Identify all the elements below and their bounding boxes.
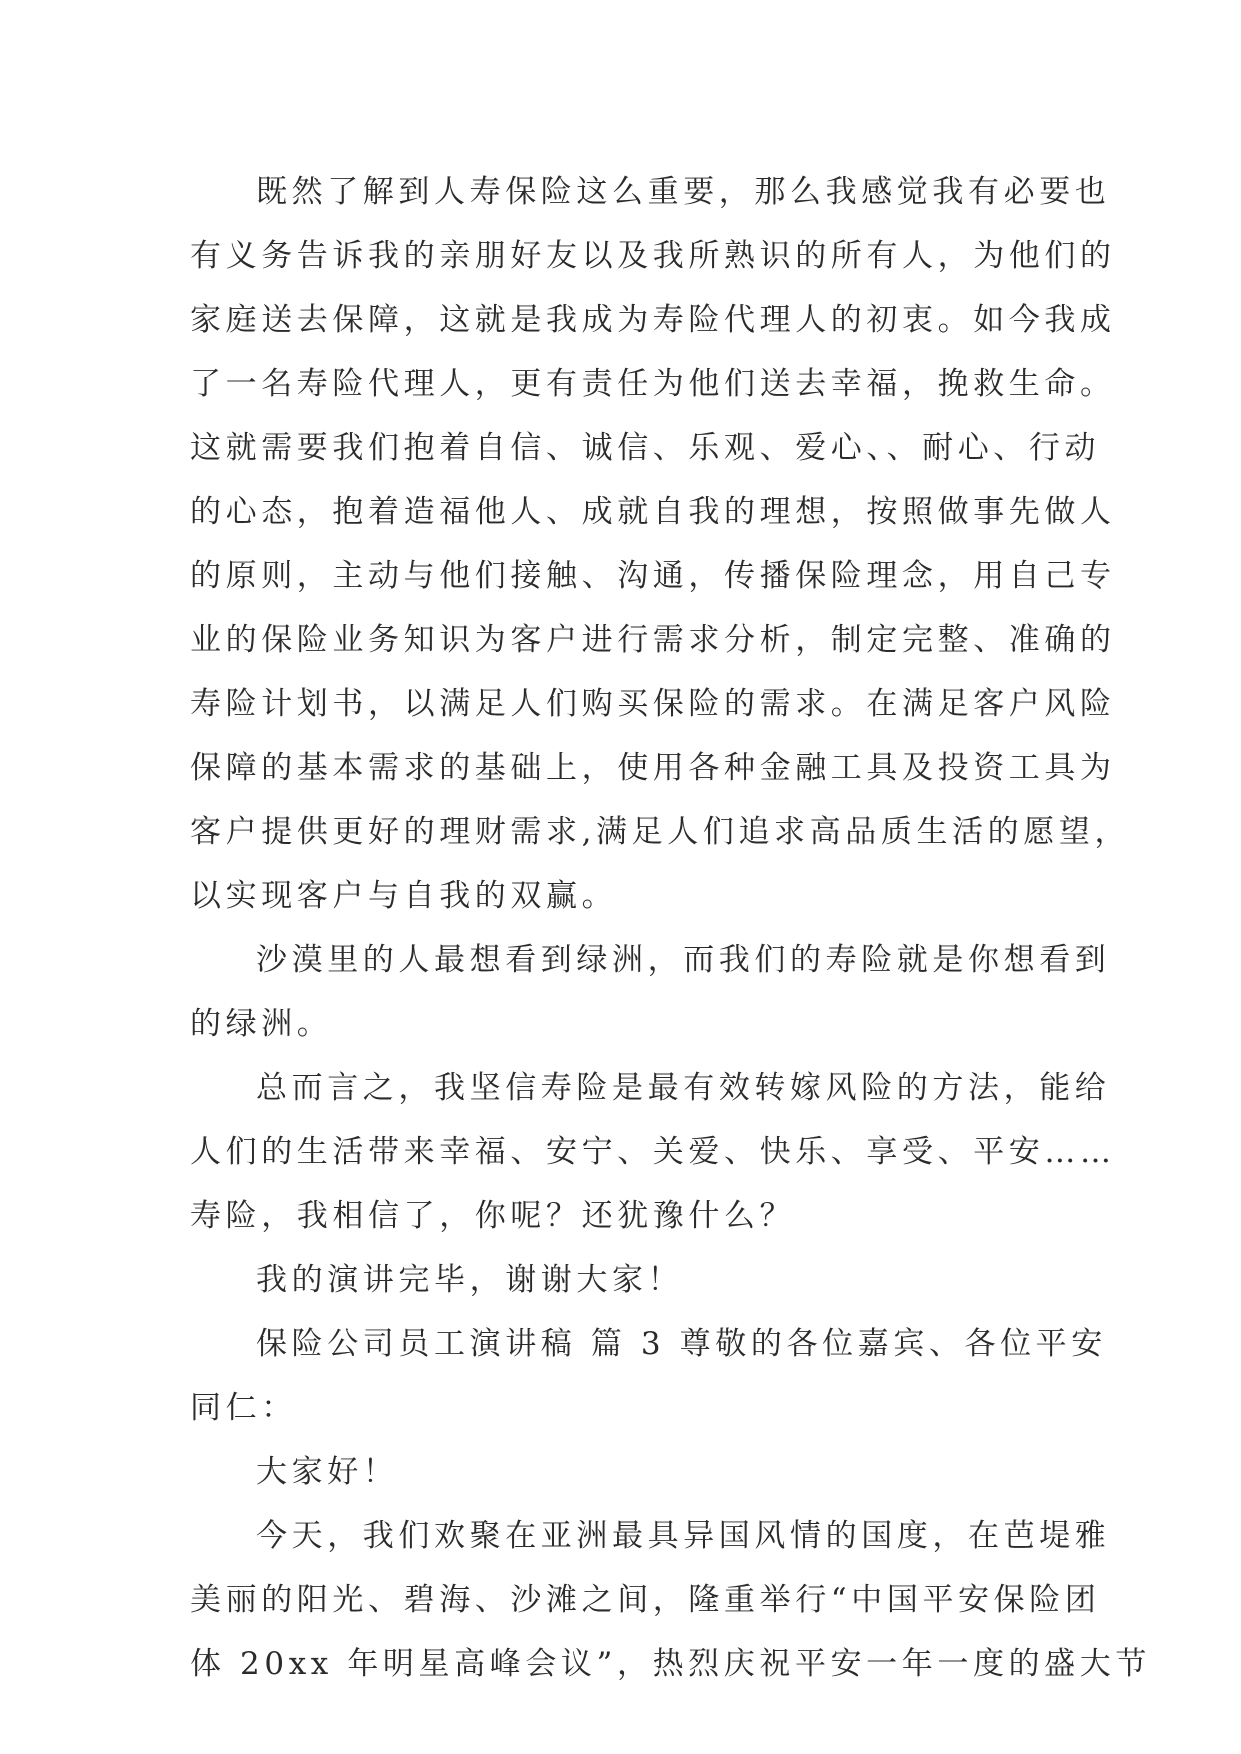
- text-line: 的绿洲。: [190, 1006, 333, 1042]
- text-line: 沙漠里的人最想看到绿洲，而我们的寿险就是你想看到: [256, 942, 1111, 978]
- text-line: 了一名寿险代理人，更有责任为他们送去幸福，挽救生命。: [190, 366, 1116, 402]
- text-line: 保障的基本需求的基础上，使用各种金融工具及投资工具为: [190, 750, 1116, 786]
- text-line: 的原则，主动与他们接触、沟通，传播保险理念，用自己专: [190, 558, 1116, 594]
- text-line: 美丽的阳光、碧海、沙滩之间，隆重举行“中国平安保险团: [190, 1582, 1101, 1618]
- text-line: 家庭送去保障，这就是我成为寿险代理人的初衷。如今我成: [190, 302, 1116, 338]
- text-line: 我的演讲完毕，谢谢大家！: [256, 1262, 684, 1298]
- document-body: [190, 160, 1151, 1696]
- text-line: 保险公司员工演讲稿 篇 3 尊敬的各位嘉宾、各位平安: [256, 1326, 1107, 1362]
- text-line: 同仁：: [190, 1390, 297, 1426]
- text-line: 寿险，我相信了，你呢？还犹豫什么？: [190, 1198, 796, 1234]
- text-line: 今天，我们欢聚在亚洲最具异国风情的国度，在芭堤雅: [256, 1518, 1111, 1554]
- text-line: 体 20xx 年明星高峰会议”，热烈庆祝平安一年一度的盛大节: [190, 1646, 1151, 1682]
- text-line: 业的保险业务知识为客户进行需求分析，制定完整、准确的: [190, 622, 1116, 658]
- text-line: 客户提供更好的理财需求,满足人们追求高品质生活的愿望，: [190, 814, 1131, 850]
- text-line: 这就需要我们抱着自信、诚信、乐观、爱心、、耐心、行动: [190, 430, 1101, 466]
- text-line: 既然了解到人寿保险这么重要，那么我感觉我有必要也: [256, 174, 1111, 210]
- text-line: 以实现客户与自我的双赢。: [190, 878, 618, 914]
- text-line: 总而言之，我坚信寿险是最有效转嫁风险的方法，能给: [256, 1070, 1111, 1106]
- text-line: 大家好！: [256, 1454, 399, 1490]
- text-line: 寿险计划书，以满足人们购买保险的需求。在满足客户风险: [190, 686, 1116, 722]
- text-line: 有义务告诉我的亲朋好友以及我所熟识的所有人，为他们的: [190, 238, 1116, 274]
- text-line: 人们的生活带来幸福、安宁、关爱、快乐、享受、平安……: [190, 1134, 1116, 1170]
- text-line: 的心态，抱着造福他人、成就自我的理想，按照做事先做人: [190, 494, 1116, 530]
